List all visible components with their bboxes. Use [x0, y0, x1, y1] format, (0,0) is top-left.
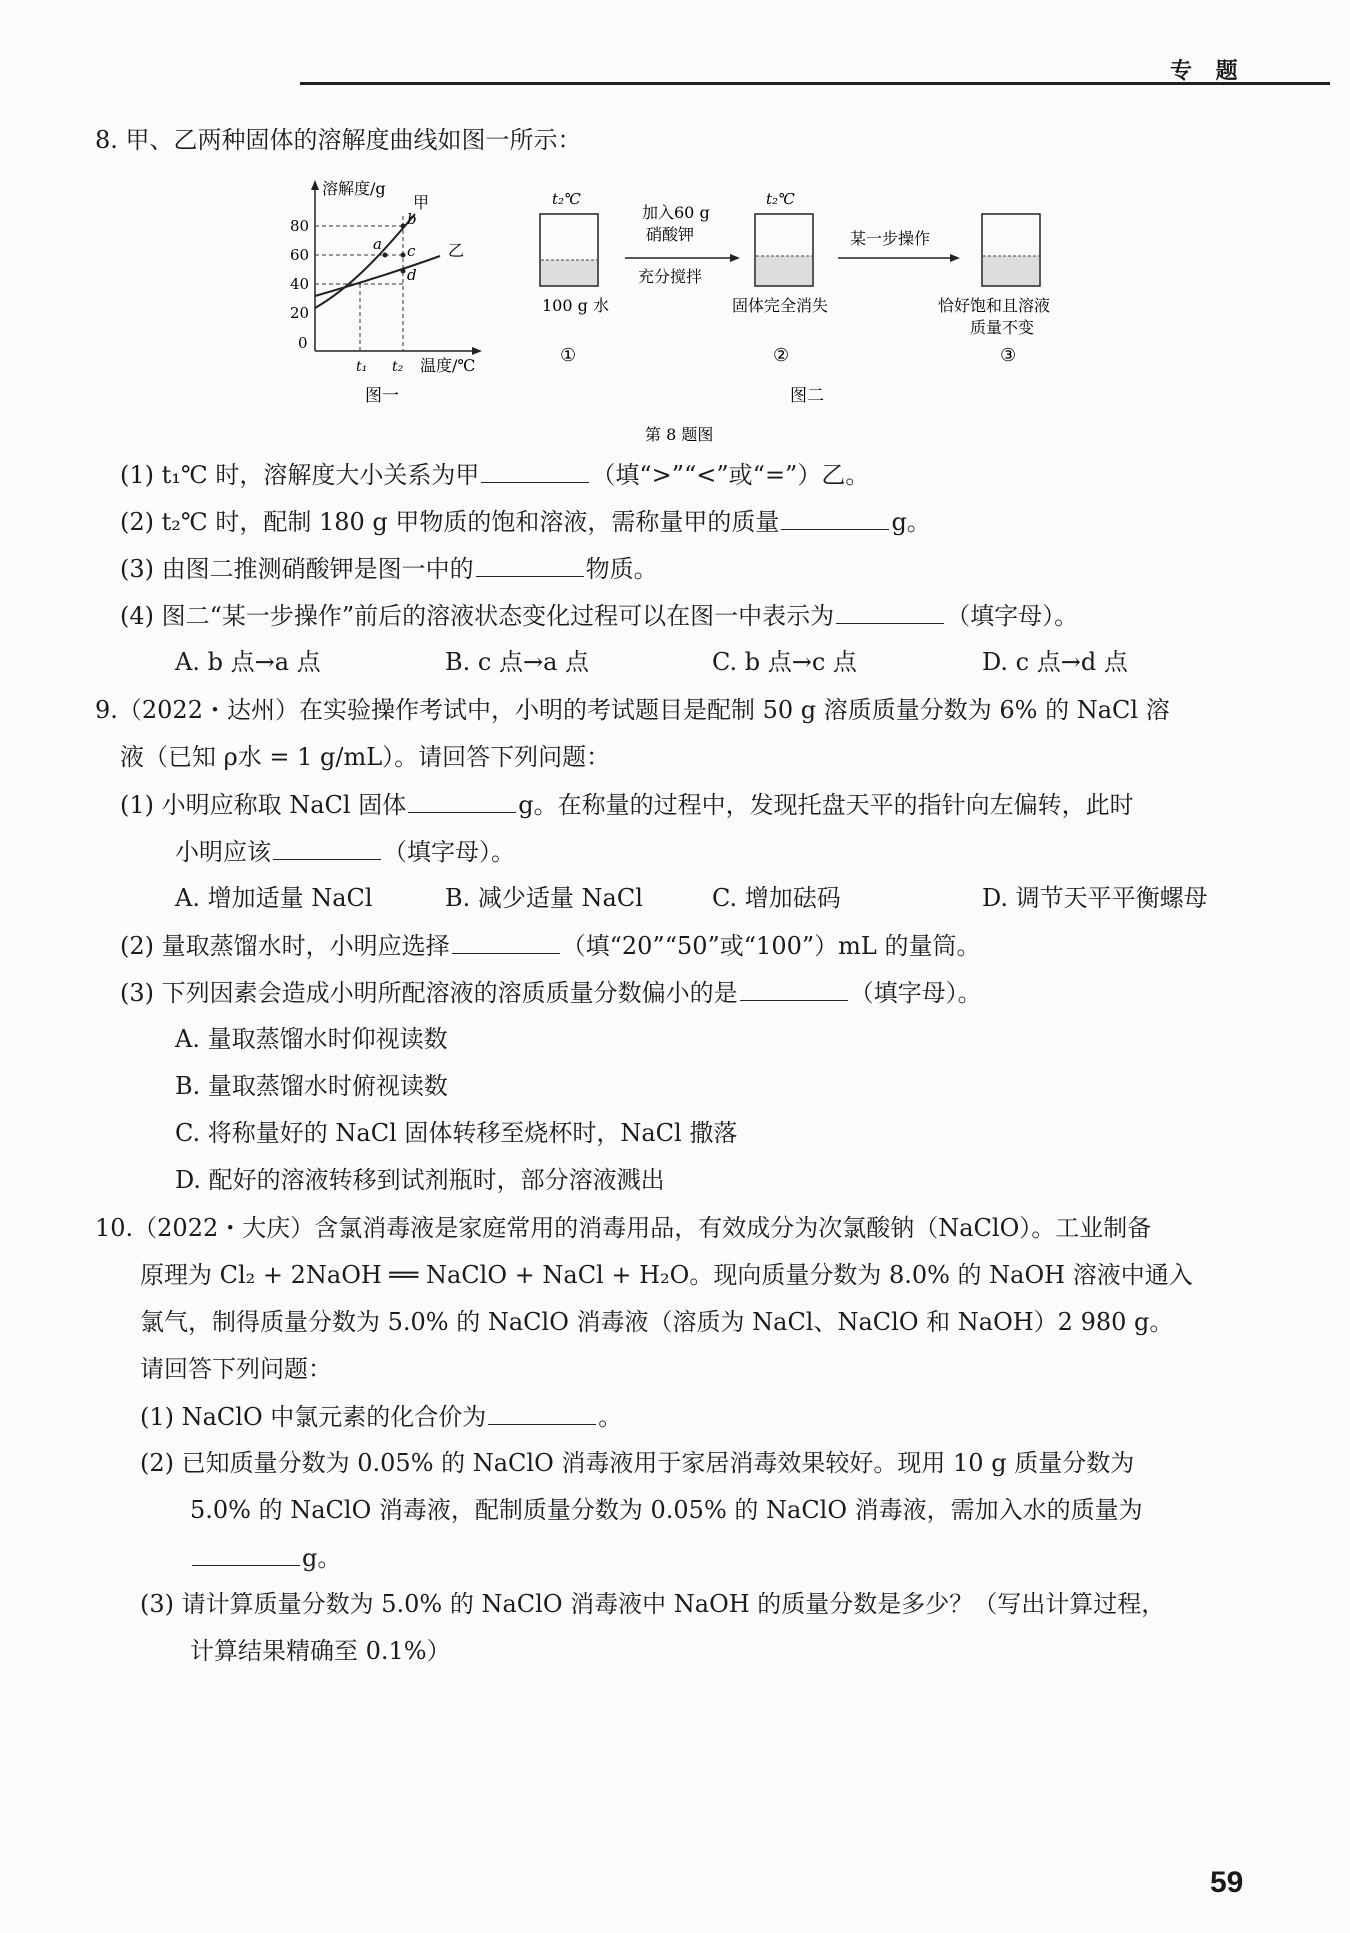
fig1-xtick-t1: t₁ [356, 359, 368, 375]
beaker3-num: ③ [1000, 345, 1017, 366]
q9-p3-option-c: C. 将称量好的 NaCl 固体转移至烧杯时，NaCl 撒落 [175, 1119, 738, 1147]
q8-p2-text: (2) t₂℃ 时，配制 180 g 甲物质的饱和溶液，需称量甲的质量 [120, 508, 780, 536]
q8-stem: 8. 甲、乙两种固体的溶解度曲线如图一所示： [95, 126, 582, 154]
q10-p1-tail: 。 [598, 1403, 623, 1431]
q10-part2-line1: (2) 已知质量分数为 0.05% 的 NaClO 消毒液用于家居消毒效果较好。现用 10 g 质量分数为 [140, 1449, 1135, 1477]
q8-p1-tail: （填“>”“<”或“=”）乙。 [591, 461, 870, 489]
q9-p3-option-b: B. 量取蒸馏水时俯视读数 [175, 1072, 448, 1100]
q9-p1b-tail: （填字母）。 [383, 838, 515, 866]
q10-part2-line3 [190, 1541, 341, 1574]
q9-p1-option-a: A. 增加适量 NaCl [175, 884, 373, 912]
q8-part2 [120, 505, 931, 538]
fig1-ylabel: 溶解度/g [322, 179, 386, 198]
point-a: a [373, 235, 382, 253]
q9-p1-option-c: C. 增加砝码 [712, 884, 841, 912]
q9-part3 [120, 976, 982, 1009]
q9-p1-tail: g。在称量的过程中，发现托盘天平的指针向左偏转，此时 [518, 791, 1134, 819]
q8-part3 [120, 552, 658, 585]
arrow1-top2: 硝酸钾 [646, 225, 695, 244]
q10-part2-line2: 5.0% 的 NaClO 消毒液，配制质量分数为 0.05% 的 NaClO 消毒液，需加入水的质量为 [190, 1496, 1143, 1524]
q10-p2-tail: g。 [302, 1544, 342, 1572]
solubility-chart [290, 179, 482, 406]
beaker1-temp: t₂℃ [552, 190, 581, 208]
page-number: 59 [1210, 1866, 1244, 1899]
q10-p1-text: (1) NaClO 中氯元素的化合价为 [140, 1403, 487, 1431]
q10-stem-1: 10.（2022・大庆）含氯消毒液是家庭常用的消毒用品，有效成分为次氯酸钠（NaClO）。工业制备 [95, 1214, 1152, 1242]
q9-part1b [175, 835, 515, 868]
fig1-ytick-0: 0 [298, 334, 308, 352]
q8-p4-blank[interactable] [836, 599, 944, 624]
q9-p1-option-d: D. 调节天平平衡螺母 [982, 884, 1208, 912]
q8-p4-option-b: B. c 点→a 点 [445, 648, 590, 676]
q10-stem-4: 请回答下列问题： [140, 1355, 332, 1383]
q9-p2-tail: （填“20”“50”或“100”）mL 的量筒。 [561, 932, 981, 960]
arrow2-top: 某一步操作 [850, 229, 931, 248]
q9-p3-blank[interactable] [740, 976, 848, 1001]
beaker2-temp: t₂℃ [766, 190, 795, 208]
beaker1-num: ① [560, 345, 577, 366]
fig1-xtick-t2: t₂ [392, 359, 404, 375]
q9-part1 [120, 788, 1134, 821]
q9-p3-option-a: A. 量取蒸馏水时仰视读数 [175, 1025, 448, 1053]
q8-p2-tail: g。 [891, 508, 931, 536]
fig1-ytick-60: 60 [290, 246, 310, 264]
q9-p2-text: (2) 量取蒸馏水时，小明应选择 [120, 932, 450, 960]
q8-p4-option-a: A. b 点→a 点 [175, 648, 321, 676]
fig1-caption: 图一 [365, 386, 399, 406]
fig2-caption: 图二 [790, 386, 824, 406]
beaker3-label2: 质量不变 [970, 318, 1035, 337]
q9-p1-blank[interactable] [408, 788, 516, 813]
fig1-ytick-20: 20 [290, 304, 310, 322]
q9-p1b-text: 小明应该 [175, 838, 271, 866]
q9-stem-1: 9.（2022・达州）在实验操作考试中，小明的考试题目是配制 50 g 溶质质量分数为 6% 的 NaCl 溶 [95, 696, 1170, 724]
beaker-process-diagram [540, 190, 1050, 406]
q8-p3-blank[interactable] [476, 552, 584, 577]
q9-part2 [120, 929, 980, 962]
arrow1-bottom: 充分搅拌 [638, 267, 703, 286]
q9-p3-text: (3) 下列因素会造成小明所配溶液的溶质质量分数偏小的是 [120, 979, 738, 1007]
fig1-ytick-80: 80 [290, 217, 310, 235]
curve-yi-label: 乙 [448, 241, 465, 260]
q8-part1 [120, 458, 869, 491]
q8-part4 [120, 599, 1078, 632]
q8-p3-tail: 物质。 [585, 555, 658, 583]
point-d: d [407, 266, 417, 284]
beaker1-label: 100 g 水 [542, 296, 609, 315]
section-tag: 专 题 [1170, 59, 1246, 84]
curve-jia-label: 甲 [413, 193, 430, 212]
q8-p4-tail: （填字母）。 [946, 602, 1079, 630]
q10-stem-2: 原理为 Cl₂ + 2NaOH ══ NaClO + NaCl + H₂O。现向质量分数为 8.0% 的 NaOH 溶液中通入 [140, 1261, 1193, 1289]
q9-p2-blank[interactable] [452, 929, 560, 954]
q10-p1-blank[interactable] [488, 1400, 596, 1425]
q8-p2-blank[interactable] [781, 505, 889, 530]
q8-p4-text: (4) 图二“某一步操作”前后的溶液状态变化过程可以在图一中表示为 [120, 602, 835, 630]
q8-p1-text: (1) t₁℃ 时，溶解度大小关系为甲 [120, 461, 480, 489]
q8-p1-blank[interactable] [481, 458, 589, 483]
beaker3-label1: 恰好饱和且溶液 [938, 296, 1051, 315]
q10-part3-line1: (3) 请计算质量分数为 5.0% 的 NaClO 消毒液中 NaOH 的质量分数是多少？（写出计算过程， [140, 1590, 1166, 1618]
q10-p2-blank[interactable] [192, 1541, 300, 1566]
q9-p3-option-d: D. 配好的溶液转移到试剂瓶时，部分溶液溅出 [175, 1166, 665, 1194]
q10-part1 [140, 1400, 622, 1433]
q9-p1b-blank[interactable] [273, 835, 381, 860]
fig1-xlabel: 温度/℃ [420, 356, 476, 375]
q8-p4-option-c: C. b 点→c 点 [712, 648, 857, 676]
q9-p1-option-b: B. 减少适量 NaCl [445, 884, 643, 912]
q9-p3-tail: （填字母）。 [849, 979, 982, 1007]
fig1-ytick-40: 40 [290, 275, 310, 293]
q8-p3-text: (3) 由图二推测硝酸钾是图一中的 [120, 555, 474, 583]
q9-p1-text: (1) 小明应称取 NaCl 固体 [120, 791, 407, 819]
arrow1-top1: 加入60 g [642, 203, 710, 222]
q8-p4-option-d: D. c 点→d 点 [982, 648, 1128, 676]
q9-stem-2: 液（已知 ρ水 = 1 g/mL）。请回答下列问题： [120, 743, 611, 771]
q10-part3-line2: 计算结果精确至 0.1%） [190, 1637, 451, 1665]
q8-figure [270, 176, 1130, 456]
beaker2-label: 固体完全消失 [732, 296, 829, 315]
q10-stem-3: 氯气，制得质量分数为 5.0% 的 NaClO 消毒液（溶质为 NaCl、NaClO 和 NaOH）2 980 g。 [140, 1308, 1174, 1336]
header-rule [300, 82, 1330, 85]
point-b: b [407, 210, 417, 228]
beaker2-num: ② [773, 345, 790, 366]
point-c: c [407, 242, 416, 260]
figure-title: 第 8 题图 [645, 425, 714, 444]
